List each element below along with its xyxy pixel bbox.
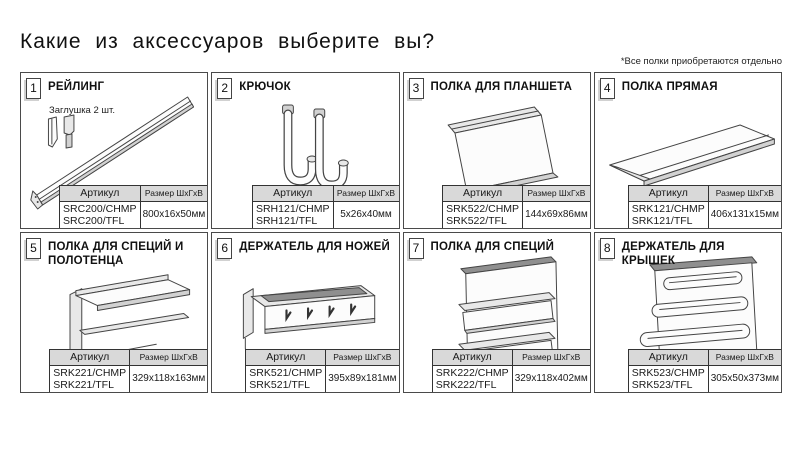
article-codes: SRK523/CHMP SRK523/TFL [628,365,708,392]
spec-table [245,349,399,393]
size-header: Размер ШхГхВ [130,349,208,365]
spec-table [59,185,208,229]
card-header [217,238,395,259]
item-title: ПОЛКА ДЛЯ СПЕЦИЙ [430,241,555,253]
spec-table [432,349,591,393]
card-header [409,78,587,99]
accessory-card-railing [20,72,208,229]
article-codes: SRK121/CHMP SRK121/TFL [628,201,708,228]
size-value: 329x118x163мм [130,365,208,392]
size-value: 5x26x40мм [333,201,399,228]
page-title: Какие из аксессуаров выберите вы? [20,30,436,53]
item-number-badge: 2 [217,78,232,99]
item-number-badge: 5 [26,238,41,259]
accessory-card-hook [211,72,399,229]
item-title: ПОЛКА ДЛЯ СПЕЦИЙ И ПОЛОТЕНЦА [48,241,184,267]
size-value: 144x69x86мм [523,201,591,228]
accessory-card-spice-towel-shelf [20,232,208,393]
card-header [26,78,204,99]
article-header: Артикул [50,349,130,365]
item-number-badge: 6 [217,238,232,259]
item-number-badge: 7 [409,238,424,259]
accessory-card-tablet-shelf [403,72,591,229]
size-value: 406x131x15мм [708,201,781,228]
size-header: Размер ШхГхВ [326,349,399,365]
card-header [600,238,778,269]
item-number-badge: 1 [26,78,41,99]
item-number-badge: 3 [409,78,424,99]
item-title: ПОЛКА ДЛЯ ПЛАНШЕТА [430,81,573,93]
size-header: Размер ШхГхВ [708,185,781,201]
size-value: 800x16x50мм [140,201,208,228]
size-value: 395x89x181мм [326,365,399,392]
size-header: Размер ШхГхВ [708,349,781,365]
size-header: Размер ШхГхВ [523,185,591,201]
spec-table [252,185,400,229]
card-header [26,238,204,269]
article-header: Артикул [628,349,708,365]
article-header: Артикул [628,185,708,201]
article-codes: SRK521/CHMP SRK521/TFL [246,365,326,392]
item-title: РЕЙЛИНГ [48,81,105,93]
card-header [217,78,395,99]
article-header: Артикул [252,185,333,201]
article-header: Артикул [60,185,141,201]
spec-table [49,349,208,393]
size-header: Размер ШхГхВ [140,185,208,201]
accessory-card-knife-holder [211,232,399,393]
spec-table [442,185,591,229]
spec-table [628,349,782,393]
article-header: Артикул [432,349,512,365]
size-value: 305x50x373мм [708,365,781,392]
article-codes: SRK222/CHMP SRK222/TFL [432,365,512,392]
item-number-badge: 4 [600,78,615,99]
article-header: Артикул [246,349,326,365]
accessory-card-straight-shelf [594,72,782,229]
article-codes: SRH121/CHMP SRH121/TFL [252,201,333,228]
article-codes: SRC200/CHMP SRC200/TFL [60,201,141,228]
article-codes: SRK522/CHMP SRK522/TFL [443,201,523,228]
size-header: Размер ШхГхВ [512,349,590,365]
accessory-card-lid-holder [594,232,782,393]
size-header: Размер ШхГхВ [333,185,399,201]
item-subtitle: Заглушка 2 шт. [49,105,115,116]
item-title: ПОЛКА ПРЯМАЯ [621,81,718,93]
size-value: 329x118x402мм [512,365,590,392]
spec-table [628,185,782,229]
item-number-badge: 8 [600,238,615,259]
item-title: КРЮЧОК [239,81,291,93]
item-title: ДЕРЖАТЕЛЬ ДЛЯ НОЖЕЙ [239,241,390,253]
article-header: Артикул [443,185,523,201]
card-header [409,238,587,259]
footnote: *Все полки приобретаются отдельно [620,56,782,67]
article-codes: SRK221/CHMP SRK221/TFL [50,365,130,392]
card-header [600,78,778,99]
accessory-card-spice-shelf [403,232,591,393]
catalog-grid [20,72,782,393]
item-title: ДЕРЖАТЕЛЬ ДЛЯ КРЫШЕК [621,241,725,267]
